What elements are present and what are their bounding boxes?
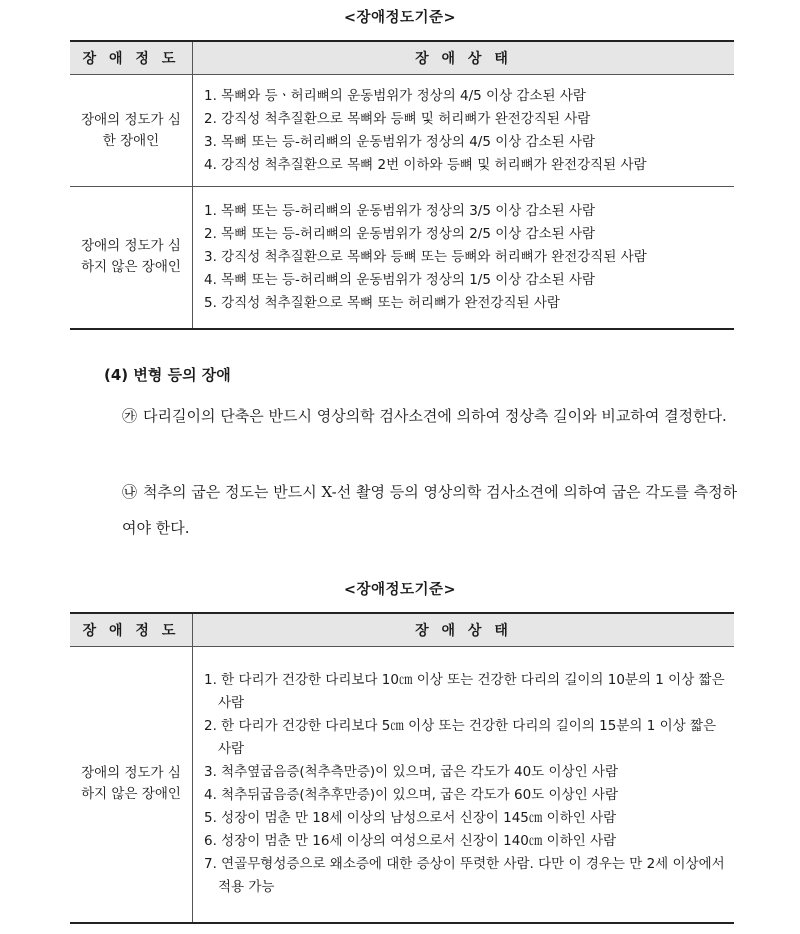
table1-row1-status [193, 75, 735, 187]
table-row [70, 187, 734, 329]
list-item: 4. 강직성 척추질환으로 목뼈 2번 이하와 등뼈 및 허리뼈가 완전강직된 사람 [204, 156, 647, 173]
list-item: 5. 강직성 척추질환으로 목뼈 또는 허리뼈가 완전강직된 사람 [204, 294, 560, 311]
list-item: 6. 성장이 멈춘 만 16세 이상의 여성으로서 신장이 140㎝ 이하인 사람 [204, 833, 617, 850]
table1-row1-category: 장애의 정도가 심한 장애인 [70, 75, 193, 187]
table1-header-grade: 장 애 정 도 [70, 41, 193, 75]
table1-row2-category: 장애의 정도가 심하지 않은 장애인 [70, 187, 193, 329]
list-item: 3. 척추옆굽음증(척추측만증)이 있으며, 굽은 각도가 40도 이상인 사람 [204, 764, 618, 781]
paragraph-marker: ㉮ [122, 407, 138, 425]
disability-grade-table-1 [70, 40, 734, 330]
disability-grade-table-2 [70, 612, 734, 924]
table2-caption: <장애정도기준> [343, 582, 457, 598]
paragraph-text: 척추의 굽은 정도는 반드시 X-선 촬영 등의 영상의학 검사소견에 의하여 굽은 각도를 측정하여야 한다. [122, 483, 738, 537]
table2-header-status: 장 애 상 태 [193, 613, 735, 647]
paragraph-text: 다리길이의 단축은 반드시 영상의학 검사소견에 의하여 정상측 길이와 비교하여 결정한다. [143, 407, 727, 425]
table2-header-grade: 장 애 정 도 [70, 613, 193, 647]
list-item: 2. 강직성 척추질환으로 목뼈와 등뼈 및 허리뼈가 완전강직된 사람 [204, 110, 591, 127]
list-item: 4. 목뼈 또는 등-허리뼈의 운동범위가 정상의 1/5 이상 감소된 사람 [204, 271, 596, 288]
table1-caption: <장애정도기준> [343, 10, 457, 26]
list-item: 3. 강직성 척추질환으로 목뼈와 등뼈 또는 등뼈와 허리뼈가 완전강직된 사람 [204, 248, 647, 265]
list-item: 1. 목뼈와 등ㆍ허리뼈의 운동범위가 정상의 4/5 이상 감소된 사람 [204, 87, 586, 104]
table1-header-status: 장 애 상 태 [193, 41, 735, 75]
table1-row2-status [193, 187, 735, 329]
table-row [70, 75, 734, 187]
list-item: 1. 한 다리가 건강한 다리보다 10㎝ 이상 또는 건강한 다리의 길이의 10분의 1 이상 짧은 사람 [204, 672, 725, 712]
paragraph-marker: ㉯ [122, 483, 138, 501]
table2-row-status [193, 647, 735, 923]
paragraph-spine-curvature [122, 474, 742, 546]
paragraph-leg-length [122, 398, 742, 434]
list-item: 4. 척추뒤굽음증(척추후만증)이 있으며, 굽은 각도가 60도 이상인 사람 [204, 787, 618, 804]
list-item: 2. 목뼈 또는 등-허리뼈의 운동범위가 정상의 2/5 이상 감소된 사람 [204, 225, 596, 242]
section-heading: (4) 변형 등의 장애 [104, 366, 231, 384]
table2-row-category: 장애의 정도가 심하지 않은 장애인 [70, 647, 193, 923]
list-item: 7. 연골무형성증으로 왜소증에 대한 증상이 뚜렷한 사람. 다만 이 경우는 만 2세 이상에서 적용 가능 [204, 856, 725, 896]
list-item: 2. 한 다리가 건강한 다리보다 5㎝ 이상 또는 건강한 다리의 길이의 15분의 1 이상 짧은 사람 [204, 718, 717, 758]
list-item: 1. 목뼈 또는 등-허리뼈의 운동범위가 정상의 3/5 이상 감소된 사람 [204, 202, 596, 219]
list-item: 5. 성장이 멈춘 만 18세 이상의 남성으로서 신장이 145㎝ 이하인 사람 [204, 810, 617, 827]
table-row [70, 647, 734, 923]
list-item: 3. 목뼈 또는 등-허리뼈의 운동범위가 정상의 4/5 이상 감소된 사람 [204, 133, 596, 150]
